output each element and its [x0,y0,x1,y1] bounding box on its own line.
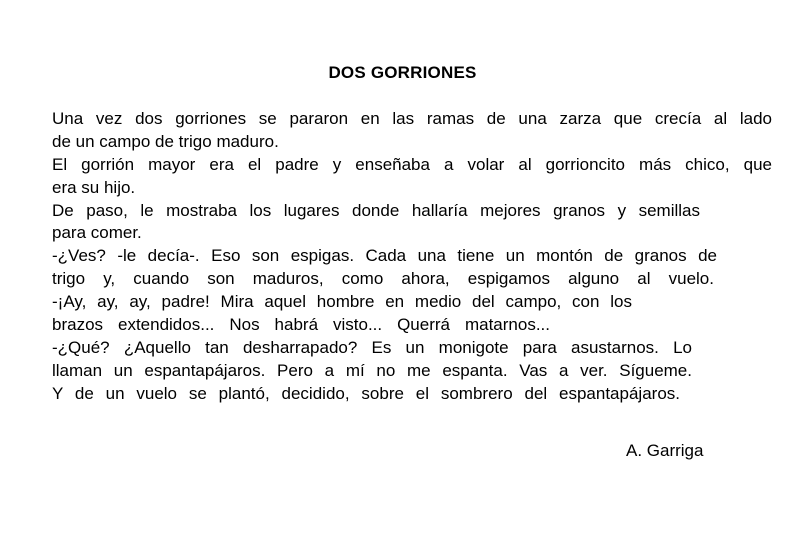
story-line-6: para comer. [52,223,142,243]
story-line-11: -¿Qué? ¿Aquello tan desharrapado? Es un monigote para asustarnos. Lo [52,337,692,357]
story-body [52,108,772,406]
story-line-4: era su hijo. [52,177,136,197]
story-line-8: trigo y, cuando son maduros, como ahora, espigamos alguno al vuelo. [52,269,714,289]
story-line-9: -¡Ay, ay, ay, padre! Mira aquel hombre en medio del campo, con los [52,292,632,312]
document-title: DOS GORRIONES [328,63,477,82]
author-signature: A. Garriga [626,441,704,460]
story-line-5: De paso, le mostraba los lugares donde hallaría mejores granos y semillas [52,200,700,220]
story-line-3: El gorrión mayor era el padre y enseñaba a volar al gorrioncito más chico, que [52,154,772,174]
story-line-12: llaman un espantapájaros. Pero a mí no me espanta. Vas a ver. Sígueme. [52,360,692,380]
story-line-13: Y de un vuelo se plantó, decidido, sobre el sombrero del espantapájaros. [52,383,680,403]
story-line-10: brazos extendidos... Nos habrá visto... Querrá matarnos... [52,315,550,335]
story-line-2: de un campo de trigo maduro. [52,131,279,151]
story-line-7: -¿Ves? -le decía-. Eso son espigas. Cada una tiene un montón de granos de [52,246,717,266]
story-line-1: Una vez dos gorriones se pararon en las ramas de una zarza que crecía al lado [52,109,772,128]
